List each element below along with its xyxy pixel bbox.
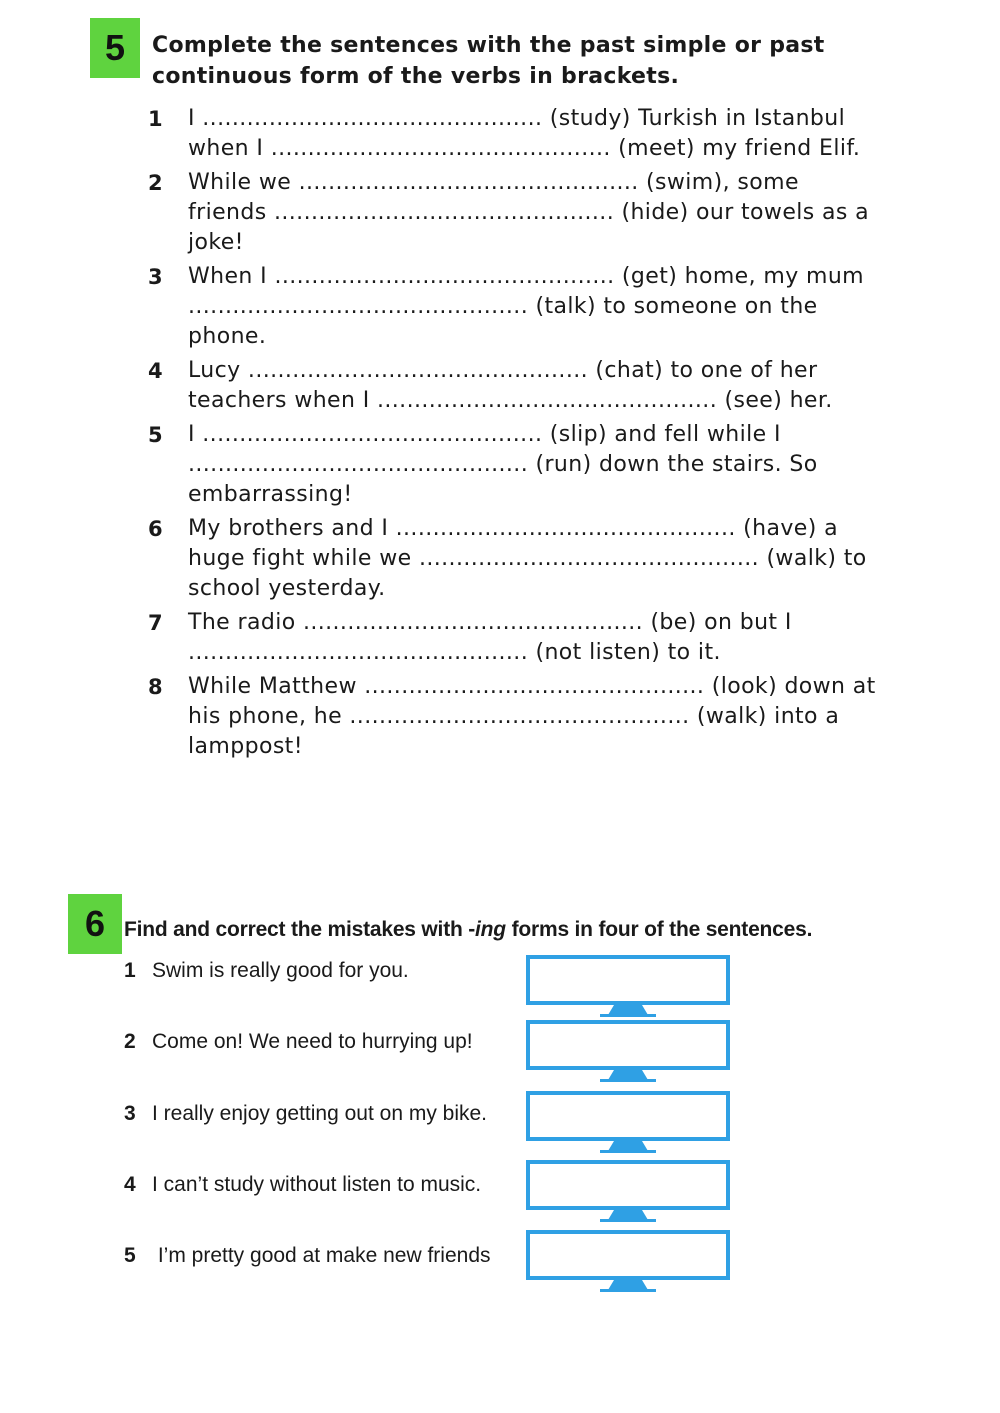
monitor-base-icon (600, 1289, 656, 1292)
exercise-6-item (124, 959, 409, 983)
monitor-base-icon (600, 1079, 656, 1082)
exercise-5-list (148, 104, 878, 766)
item-text: I .............................................. (slip) and fell while I .............................................. (run) down the stairs. So embarrassing! (188, 422, 818, 507)
answer-box-2[interactable] (526, 1020, 730, 1070)
item-text: I’m pretty good at make new friends (152, 1244, 491, 1267)
item-text: Swim is really good for you. (152, 959, 409, 982)
item-text: I really enjoy getting out on my bike. (152, 1102, 488, 1125)
answer-box-5[interactable] (526, 1230, 730, 1280)
exercise-5-number: 5 (90, 18, 140, 78)
item-text: The radio .............................................. (be) on but I .............................................. (not listen) to it. (188, 610, 792, 665)
exercise-6-item (124, 1030, 473, 1054)
item-text: Come on! We need to hurrying up! (152, 1030, 473, 1053)
exercise-5-item (148, 672, 878, 762)
item-number: 3 (124, 1102, 136, 1125)
item-text: Lucy .............................................. (chat) to one of her teachers when I .............................................. (see) her. (188, 358, 833, 413)
exercise-5-item (148, 420, 878, 510)
exercise-6-item (124, 1102, 487, 1126)
item-number: 8 (148, 675, 163, 699)
monitor-base-icon (600, 1014, 656, 1017)
exercise-6-instruction (124, 918, 812, 942)
exercise-5-item (148, 356, 878, 416)
item-text: I can’t study without listen to music. (152, 1173, 482, 1196)
item-text: When I .............................................. (get) home, my mum .............................................. (talk) to someone on the phone. (188, 264, 865, 349)
exercise-5-instruction: Complete the sentences with the past simple or past continuous form of the verbs in brackets. (152, 33, 825, 89)
item-number: 2 (124, 1030, 136, 1053)
exercise-5-item (148, 168, 878, 258)
item-number: 1 (124, 959, 136, 982)
item-number: 2 (148, 171, 163, 195)
exercise-5-item (148, 104, 878, 164)
item-number: 7 (148, 611, 163, 635)
item-number: 6 (148, 517, 163, 541)
item-text: While Matthew .............................................. (look) down at his phone, he .............................................. (walk) into a lamppost! (188, 674, 876, 759)
exercise-5-item (148, 514, 878, 604)
monitor-base-icon (600, 1150, 656, 1153)
item-text: My brothers and I .............................................. (have) a huge fight while we .............................................. (walk) to school yesterday. (188, 516, 867, 601)
instruction-part: Find and correct the mistakes with - (124, 918, 476, 941)
exercise-5-item (148, 262, 878, 352)
instruction-emphasis: ing (475, 918, 506, 941)
item-number: 4 (124, 1173, 136, 1196)
exercise-6-item (124, 1173, 481, 1197)
item-number: 3 (148, 265, 163, 289)
item-number: 5 (148, 423, 163, 447)
item-number: 1 (148, 107, 163, 131)
exercise-6-item (124, 1244, 491, 1268)
exercise-6-number: 6 (68, 894, 122, 954)
item-text: While we .............................................. (swim), some friends .............................................. (hide) our towels as a joke! (188, 170, 870, 255)
item-number: 5 (124, 1244, 136, 1267)
answer-box-1[interactable] (526, 955, 730, 1005)
monitor-base-icon (600, 1219, 656, 1222)
item-number: 4 (148, 359, 163, 383)
exercise-5-item (148, 608, 878, 668)
item-text: I .............................................. (study) Turkish in Istanbul when I .............................................. (meet) my friend Elif. (188, 106, 861, 161)
answer-box-3[interactable] (526, 1091, 730, 1141)
instruction-part: forms in four of the sentences. (505, 918, 813, 941)
answer-box-4[interactable] (526, 1160, 730, 1210)
